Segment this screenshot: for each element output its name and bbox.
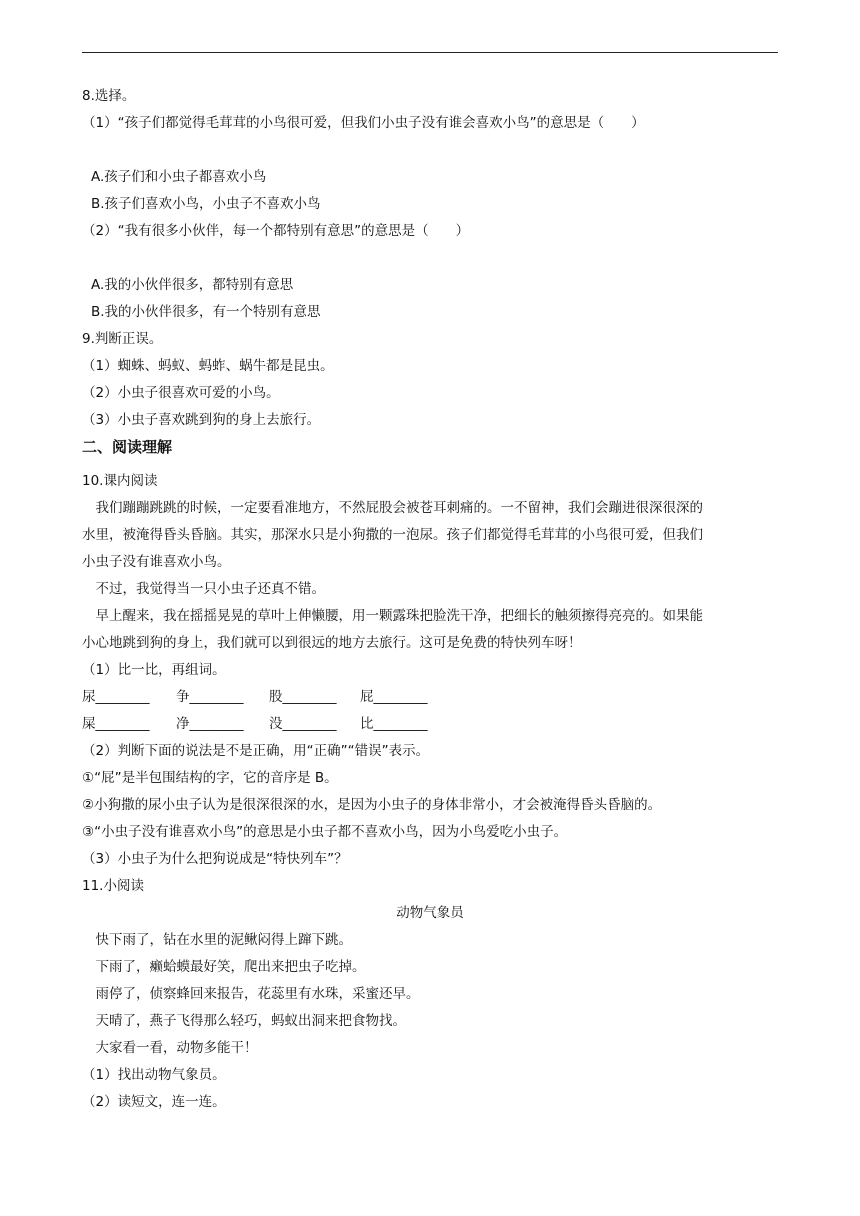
passage-line: 小虫子没有谁喜欢小鸟。 — [82, 554, 231, 570]
section-heading: 二、阅读理解 — [82, 438, 173, 456]
q11-sub1: （1）找出动物气象员。 — [82, 1067, 226, 1083]
word-blank: 净________ — [176, 716, 244, 732]
word-blank: 尿________ — [82, 689, 150, 705]
q9-item: （3）小虫子喜欢跳到狗的身上去旅行。 — [82, 412, 321, 428]
q8-2-stem: （2）“我有很多小伙伴，每一个都特别有意思”的意思是（ ） — [82, 223, 470, 239]
q9-item: （2）小虫子很喜欢可爱的小鸟。 — [82, 385, 280, 401]
passage-line: 水里，被淹得昏头昏脑。其实，那深水只是小狗撒的一泡尿。孩子们都觉得毛茸茸的小鸟很可爱，但我们 — [82, 527, 703, 543]
judge-item: ②小狗撒的尿小虫子认为是很深很深的水，是因为小虫子的身体非常小，才会被淹得昏头昏脑的。 — [82, 797, 662, 813]
passage-line: 小心地跳到狗的身上，我们就可以到很远的地方去旅行。这可是免费的特快列车呀！ — [82, 635, 582, 651]
word-blank: 屎________ — [82, 716, 150, 732]
poem-line: 天晴了，燕子飞得那么轻巧，蚂蚁出洞来把食物找。 — [82, 1013, 406, 1029]
word-blank: 屁________ — [360, 689, 428, 705]
q8-1-option-a: A.孩子们和小虫子都喜欢小鸟 — [91, 169, 267, 185]
poem-line: 快下雨了，钻在水里的泥鳅闷得上蹿下跳。 — [82, 932, 352, 948]
q11-sub2: （2）读短文，连一连。 — [82, 1094, 226, 1110]
q8-title: 8.选择。 — [82, 88, 136, 104]
poem-title: 动物气象员 — [396, 905, 464, 921]
passage-line: 早上醒来，我在摇摇晃晃的草叶上伸懒腰，用一颗露珠把脸洗干净，把细长的触须擦得亮亮的。如果能 — [82, 608, 703, 624]
q10-sub2: （2）判断下面的说法是不是正确，用“正确”“错误”表示。 — [82, 743, 430, 759]
passage-line: 我们蹦蹦跳跳的时候，一定要看准地方，不然屁股会被苍耳刺痛的。一不留神，我们会蹦进很深很深的 — [82, 500, 703, 516]
q8-2-option-b: B.我的小伙伴很多，有一个特别有意思 — [91, 304, 321, 320]
word-blank: 比________ — [360, 716, 428, 732]
poem-line: 大家看一看，动物多能干！ — [82, 1040, 258, 1056]
q9-item: （1）蜘蛛、蚂蚁、蚂蚱、蜗牛都是昆虫。 — [82, 358, 334, 374]
judge-item: ①“屁”是半包围结构的字，它的音序是 B。 — [82, 770, 338, 786]
q11-title: 11.小阅读 — [82, 878, 144, 894]
word-blank: 没________ — [269, 716, 337, 732]
q10-sub1: （1）比一比，再组词。 — [82, 662, 226, 678]
word-blank: 股________ — [269, 689, 337, 705]
q10-sub3: （3）小虫子为什么把狗说成是“特快列车”？ — [82, 851, 348, 867]
q9-title: 9.判断正误。 — [82, 331, 163, 347]
judge-item: ③“小虫子没有谁喜欢小鸟”的意思是小虫子都不喜欢小鸟，因为小鸟爱吃小虫子。 — [82, 824, 568, 840]
word-blank: 争________ — [176, 689, 244, 705]
q8-1-stem: （1）“孩子们都觉得毛茸茸的小鸟很可爱，但我们小虫子没有谁会喜欢小鸟”的意思是（ ） — [82, 115, 645, 131]
header-rule — [82, 52, 778, 53]
q8-2-option-a: A.我的小伙伴很多，都特别有意思 — [91, 277, 294, 293]
passage-line: 不过，我觉得当一只小虫子还真不错。 — [82, 581, 325, 597]
poem-line: 雨停了，侦察蜂回来报告，花蕊里有水珠，采蜜还早。 — [82, 986, 420, 1002]
poem-line: 下雨了，癞蛤蟆最好笑，爬出来把虫子吃掉。 — [82, 959, 366, 975]
q10-title: 10.课内阅读 — [82, 473, 158, 489]
q8-1-option-b: B.孩子们喜欢小鸟，小虫子不喜欢小鸟 — [91, 196, 321, 212]
